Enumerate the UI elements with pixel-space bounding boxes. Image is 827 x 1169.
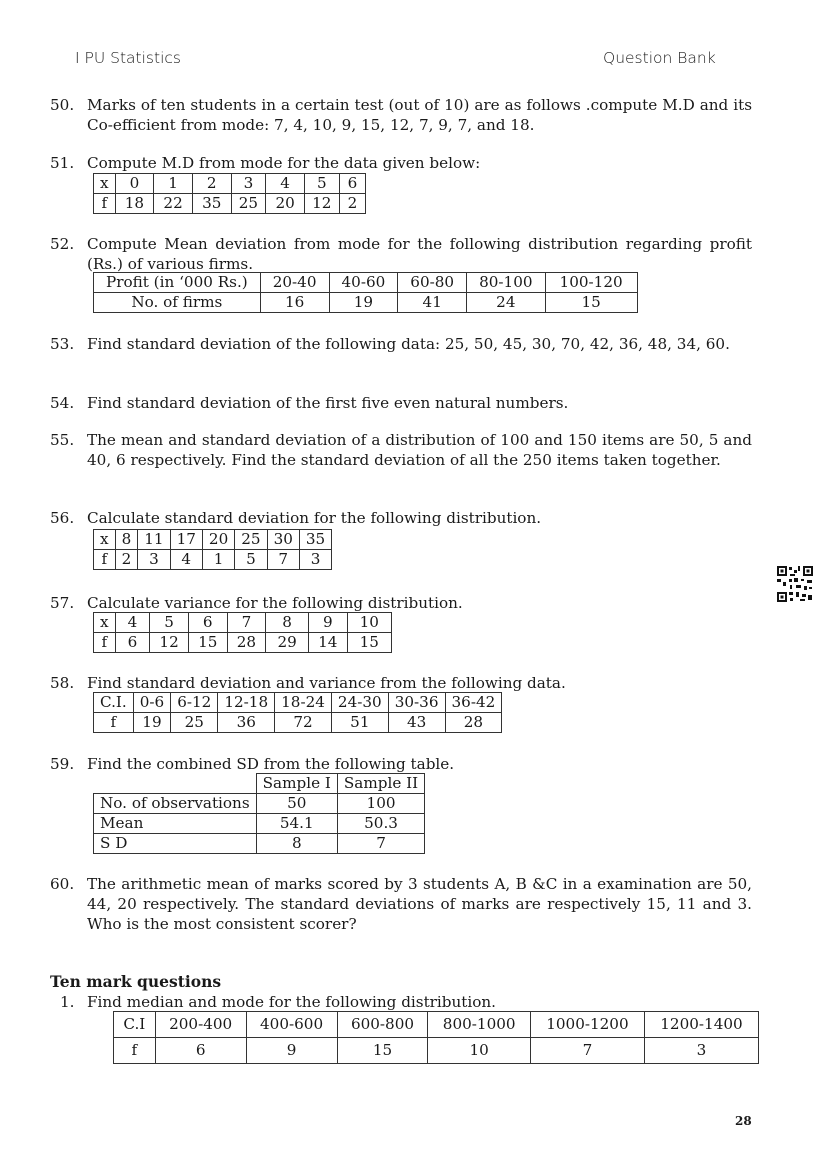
- cell: 7: [267, 550, 299, 570]
- cell: 9: [308, 613, 347, 633]
- question-57: [50, 593, 752, 613]
- cell: 6: [339, 174, 366, 194]
- cell: 25: [235, 530, 267, 550]
- cell: 100: [337, 794, 424, 814]
- cell: 18: [115, 194, 154, 214]
- cell: 15: [188, 633, 227, 653]
- cell: 6: [188, 613, 227, 633]
- cell: 4: [115, 613, 150, 633]
- cell: 17: [170, 530, 202, 550]
- cell: 20: [266, 194, 305, 214]
- cell: 16: [260, 293, 329, 313]
- question-text: Compute Mean deviation from mode for the following distribution regarding profit (Rs.) of various firms.: [87, 235, 752, 273]
- cell: S D: [94, 834, 257, 854]
- page-number: 28: [735, 1114, 752, 1128]
- question-51: [50, 153, 752, 173]
- cell: 5: [235, 550, 267, 570]
- cell: 4: [170, 550, 202, 570]
- cell: 51: [331, 713, 388, 733]
- cell: 7: [337, 834, 424, 854]
- question-text: Find standard deviation of the following data: 25, 50, 45, 30, 70, 42, 36, 48, 34, 60.: [87, 335, 730, 353]
- cell: 0-6: [133, 693, 170, 713]
- question-text: The mean and standard deviation of a distribution of 100 and 150 items are 50, 5 and 40, 6 respectively. Find the standard deviation of all the 250 items taken together.: [87, 431, 752, 469]
- cell: 100-120: [545, 273, 637, 293]
- question-number: 57.: [50, 594, 75, 612]
- cell: 9: [246, 1038, 337, 1064]
- cell: 800-1000: [428, 1012, 530, 1038]
- data-table-52: [93, 272, 638, 313]
- question-text: The arithmetic mean of marks scored by 3 students A, B &C in a examination are 50, 44, 20 respectively. The standard deviations of marks are respectively 15, 11 and 3. Who is the most consistent scorer?: [87, 875, 752, 933]
- question-number: 1.: [60, 993, 75, 1011]
- cell: 8: [115, 530, 138, 550]
- cell: 54.1: [256, 814, 337, 834]
- cell: 3: [231, 174, 266, 194]
- cell: x: [94, 174, 116, 194]
- question-number: 56.: [50, 509, 75, 527]
- cell: 8: [266, 613, 309, 633]
- cell: 7: [227, 613, 266, 633]
- cell: 4: [266, 174, 305, 194]
- cell: Profit (in ‘000 Rs.): [94, 273, 261, 293]
- cell: 12: [304, 194, 339, 214]
- question-number: 52.: [50, 235, 75, 253]
- cell: 22: [154, 194, 193, 214]
- cell: 30: [267, 530, 299, 550]
- question-text: Calculate standard deviation for the following distribution.: [87, 509, 542, 527]
- cell: 24-30: [331, 693, 388, 713]
- question-number: 59.: [50, 755, 75, 773]
- cell: No. of observations: [94, 794, 257, 814]
- question-text: Find the combined SD from the following table.: [87, 755, 455, 773]
- cell: 600-800: [337, 1012, 428, 1038]
- question-number: 51.: [50, 154, 75, 172]
- cell: 1: [154, 174, 193, 194]
- question-60: [50, 874, 752, 934]
- cell: 43: [388, 713, 445, 733]
- cell: 41: [398, 293, 467, 313]
- cell: 28: [227, 633, 266, 653]
- cell: 7: [530, 1038, 644, 1064]
- qr-code-icon: [776, 565, 814, 603]
- cell: 11: [138, 530, 170, 550]
- cell: 8: [256, 834, 337, 854]
- cell: 14: [308, 633, 347, 653]
- cell: 5: [150, 613, 189, 633]
- cell: 2: [192, 174, 231, 194]
- question-number: 60.: [50, 875, 75, 893]
- cell: 18-24: [275, 693, 332, 713]
- cell: 36: [218, 713, 275, 733]
- cell: 40-60: [329, 273, 398, 293]
- cell: 400-600: [246, 1012, 337, 1038]
- data-table-56: [93, 529, 332, 570]
- question-59: [50, 754, 752, 774]
- question-number: 55.: [50, 431, 75, 449]
- cell: 12: [150, 633, 189, 653]
- cell: x: [94, 613, 116, 633]
- cell: 19: [329, 293, 398, 313]
- question-55: [50, 430, 752, 470]
- cell: f: [94, 633, 116, 653]
- cell: 10: [347, 613, 391, 633]
- data-table-ten-1: [113, 1011, 759, 1064]
- cell: 35: [192, 194, 231, 214]
- cell: C.I.: [94, 693, 134, 713]
- data-table-51: [93, 173, 366, 214]
- cell: 15: [337, 1038, 428, 1064]
- cell: 2: [115, 550, 138, 570]
- question-text: Compute M.D from mode for the data given below:: [87, 154, 481, 172]
- data-table-59: [93, 773, 425, 854]
- cell: 2: [339, 194, 366, 214]
- data-table-58: [93, 692, 502, 733]
- cell: 50: [256, 794, 337, 814]
- cell: f: [94, 550, 116, 570]
- cell: C.I: [114, 1012, 156, 1038]
- cell: 3: [299, 550, 331, 570]
- question-53: [50, 334, 752, 354]
- data-table-57: [93, 612, 392, 653]
- cell: 1000-1200: [530, 1012, 644, 1038]
- cell: 1200-1400: [644, 1012, 758, 1038]
- cell: Sample II: [337, 774, 424, 794]
- cell: f: [94, 713, 134, 733]
- cell: f: [114, 1038, 156, 1064]
- cell: f: [94, 194, 116, 214]
- header-right: Question Bank: [603, 49, 716, 67]
- cell: 80-100: [467, 273, 545, 293]
- question-text: Find median and mode for the following distribution.: [87, 993, 497, 1011]
- cell: 5: [304, 174, 339, 194]
- cell: 1: [202, 550, 234, 570]
- cell: No. of firms: [94, 293, 261, 313]
- header-left: I PU Statistics: [75, 49, 181, 67]
- cell: 6: [155, 1038, 246, 1064]
- question-50: [50, 95, 752, 135]
- cell: Mean: [94, 814, 257, 834]
- cell: 24: [467, 293, 545, 313]
- cell: x: [94, 530, 116, 550]
- cell: 36-42: [445, 693, 502, 713]
- cell: 6-12: [171, 693, 218, 713]
- cell: 30-36: [388, 693, 445, 713]
- ten-mark-question-1: [50, 992, 752, 1012]
- cell: 10: [428, 1038, 530, 1064]
- question-number: 53.: [50, 335, 75, 353]
- cell: 0: [115, 174, 154, 194]
- cell: 3: [644, 1038, 758, 1064]
- question-number: 54.: [50, 394, 75, 412]
- cell: 15: [347, 633, 391, 653]
- cell: 35: [299, 530, 331, 550]
- question-56: [50, 508, 752, 528]
- cell: 12-18: [218, 693, 275, 713]
- cell: 25: [171, 713, 218, 733]
- cell: 20-40: [260, 273, 329, 293]
- cell: 25: [231, 194, 266, 214]
- cell: 28: [445, 713, 502, 733]
- cell: 72: [275, 713, 332, 733]
- cell: 3: [138, 550, 170, 570]
- question-52: [50, 234, 752, 274]
- cell: 29: [266, 633, 309, 653]
- cell: 6: [115, 633, 150, 653]
- question-text: Find standard deviation and variance from the following data.: [87, 674, 566, 692]
- cell: Sample I: [256, 774, 337, 794]
- question-number: 58.: [50, 674, 75, 692]
- question-54: [50, 393, 752, 413]
- cell: 20: [202, 530, 234, 550]
- question-58: [50, 673, 752, 693]
- cell: 19: [133, 713, 170, 733]
- section-title: Ten mark questions: [50, 972, 222, 991]
- question-number: 50.: [50, 96, 75, 114]
- cell: [94, 774, 257, 794]
- cell: 60-80: [398, 273, 467, 293]
- cell: 50.3: [337, 814, 424, 834]
- cell: 15: [545, 293, 637, 313]
- question-text: Find standard deviation of the first five even natural numbers.: [87, 394, 569, 412]
- question-text: Calculate variance for the following distribution.: [87, 594, 463, 612]
- cell: 200-400: [155, 1012, 246, 1038]
- question-text: Marks of ten students in a certain test (out of 10) are as follows .compute M.D and its Co-efficient from mode: 7, 4, 10, 9, 15, 12, 7, 9, 7, and 18.: [87, 96, 752, 134]
